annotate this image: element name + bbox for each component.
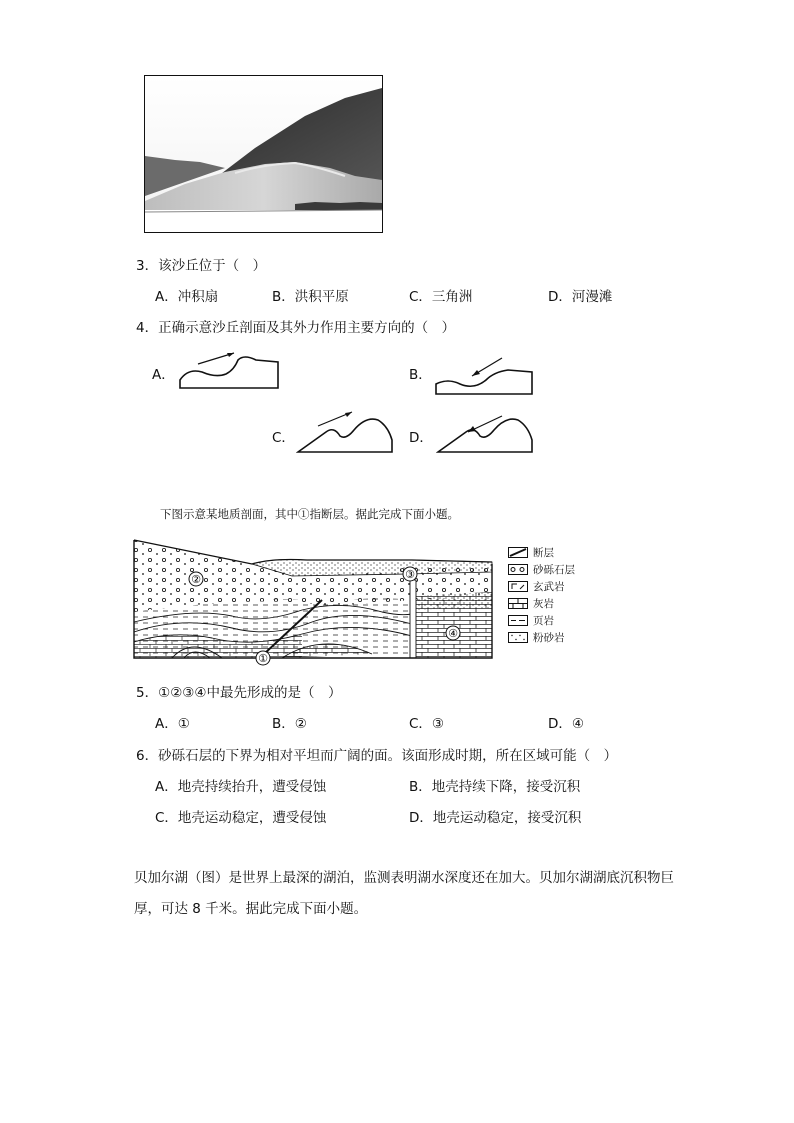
q5-option-a[interactable]: A．①: [155, 716, 190, 732]
baikal-intro: 贝加尔湖（图）是世界上最深的湖泊，监测表明湖水深度还在加大。贝加尔湖湖底沉积物巨厚，可达 8 千米。据此完成下面小题。: [134, 870, 674, 917]
q6-option-a[interactable]: A．地壳持续抬升，遭受侵蚀: [155, 779, 327, 795]
limestone-legend-icon: [508, 598, 528, 609]
geology-caption: 下图示意某地质剖面，其中①指断层。据此完成下面小题。: [160, 507, 459, 521]
shale-legend-icon: [508, 615, 528, 626]
geology-cross-section: [132, 536, 497, 666]
q4-option-d-diagram[interactable]: [436, 410, 536, 456]
q5-stem: 5．①②③④中最先形成的是（ ）: [136, 685, 342, 701]
q6-option-c[interactable]: C．地壳运动稳定，遭受侵蚀: [155, 810, 327, 826]
q4-option-a-diagram[interactable]: [178, 350, 282, 392]
q4-option-a-label[interactable]: A．: [152, 367, 175, 383]
gravel-legend-icon: [508, 564, 528, 575]
q4-option-c-diagram[interactable]: [296, 410, 396, 456]
fault-legend-icon: [508, 547, 528, 558]
legend-limestone: 灰岩: [508, 595, 575, 612]
legend-basalt: 玄武岩: [508, 578, 575, 595]
legend-fault: 断层: [508, 544, 575, 561]
marker-3: ③: [405, 568, 415, 581]
q4-option-b-diagram[interactable]: [434, 350, 538, 398]
q3-stem: 3．该沙丘位于（ ）: [136, 258, 267, 274]
geology-legend: [508, 544, 575, 646]
q4-stem: 4．正确示意沙丘剖面及其外力作用主要方向的（ ）: [136, 320, 456, 336]
q3-option-c[interactable]: C．三角洲: [409, 289, 473, 305]
legend-shale: 页岩: [508, 612, 575, 629]
q6-option-d[interactable]: D．地壳运动稳定，接受沉积: [409, 810, 582, 826]
q6-option-b[interactable]: B．地壳持续下降，接受沉积: [409, 779, 581, 795]
dune-photo: [144, 75, 383, 233]
legend-siltstone: 粉砂岩: [508, 629, 575, 646]
q4-option-d-label[interactable]: D．: [409, 430, 433, 446]
basalt-legend-icon: [508, 581, 528, 592]
marker-1: ①: [258, 652, 268, 665]
q4-option-c-label[interactable]: C．: [272, 430, 295, 446]
q3-option-a[interactable]: A．冲积扇: [155, 289, 219, 305]
marker-4: ④: [448, 627, 458, 640]
q3-option-d[interactable]: D．河漫滩: [548, 289, 613, 305]
siltstone-legend-icon: [508, 632, 528, 643]
legend-gravel: 砂砾石层: [508, 561, 575, 578]
q5-option-d[interactable]: D．④: [548, 716, 584, 732]
q5-option-b[interactable]: B．②: [272, 716, 307, 732]
q6-stem: 6．砂砾石层的下界为相对平坦而广阔的面。该面形成时期，所在区域可能（ ）: [136, 748, 618, 764]
marker-2: ②: [191, 573, 201, 586]
q5-option-c[interactable]: C．③: [409, 716, 445, 732]
q3-option-b[interactable]: B．洪积平原: [272, 289, 349, 305]
q4-option-b-label[interactable]: B．: [409, 367, 432, 383]
